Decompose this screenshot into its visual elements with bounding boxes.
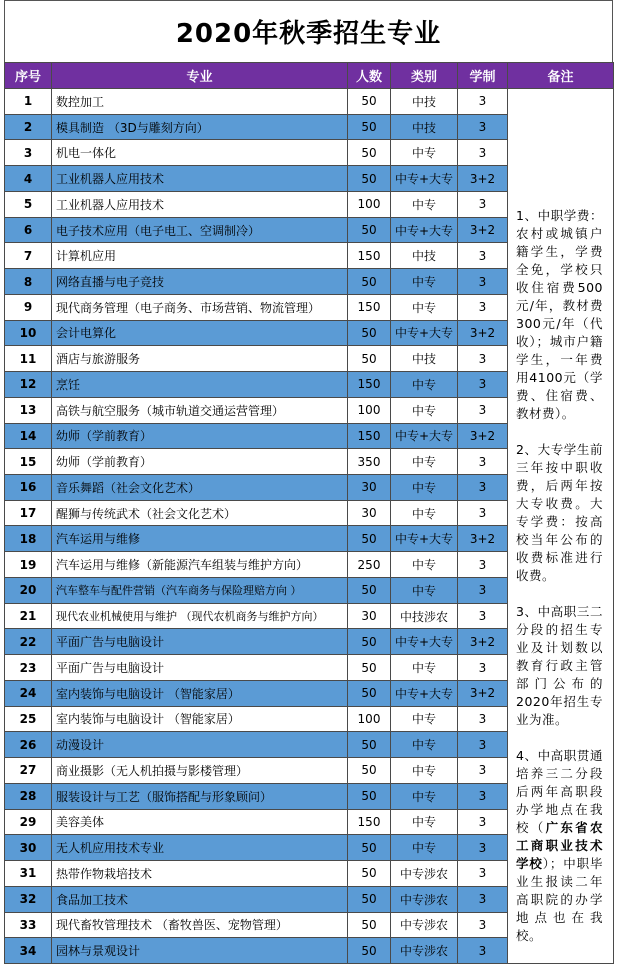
cell-index: 25 xyxy=(5,706,52,732)
cell-duration: 3 xyxy=(458,758,508,784)
cell-duration: 3 xyxy=(458,475,508,501)
cell-count: 50 xyxy=(348,269,391,295)
cell-category: 中专 xyxy=(391,191,458,217)
cell-major: 电子技术应用（电子电工、空调制冷） xyxy=(52,217,348,243)
cell-category: 中专 xyxy=(391,475,458,501)
cell-major: 现代畜牧管理技术 （畜牧兽医、宠物管理） xyxy=(52,912,348,938)
cell-major: 无人机应用技术专业 xyxy=(52,835,348,861)
cell-category: 中技 xyxy=(391,243,458,269)
cell-index: 6 xyxy=(5,217,52,243)
cell-major: 现代农业机械使用与维护 （现代农机商务与维护方向） xyxy=(52,603,348,629)
cell-count: 50 xyxy=(348,217,391,243)
cell-duration: 3 xyxy=(458,886,508,912)
cell-duration: 3+2 xyxy=(458,526,508,552)
cell-index: 21 xyxy=(5,603,52,629)
cell-index: 27 xyxy=(5,758,52,784)
cell-category: 中专 xyxy=(391,140,458,166)
cell-index: 32 xyxy=(5,886,52,912)
cell-index: 5 xyxy=(5,191,52,217)
cell-category: 中专 xyxy=(391,655,458,681)
cell-major: 园林与景观设计 xyxy=(52,938,348,964)
cell-count: 50 xyxy=(348,320,391,346)
cell-count: 50 xyxy=(348,655,391,681)
cell-index: 9 xyxy=(5,294,52,320)
cell-index: 10 xyxy=(5,320,52,346)
cell-index: 24 xyxy=(5,680,52,706)
cell-major: 网络直播与电子竞技 xyxy=(52,269,348,295)
note-4-school-name: 广东省农工商职业技术学校 xyxy=(516,820,603,871)
cell-category: 中专 xyxy=(391,577,458,603)
cell-index: 30 xyxy=(5,835,52,861)
header-duration: 学制 xyxy=(458,63,508,89)
cell-index: 29 xyxy=(5,809,52,835)
note-4 xyxy=(516,747,603,945)
cell-index: 33 xyxy=(5,912,52,938)
cell-count: 150 xyxy=(348,294,391,320)
cell-duration: 3+2 xyxy=(458,629,508,655)
cell-category: 中技 xyxy=(391,114,458,140)
cell-count: 30 xyxy=(348,603,391,629)
note-3: 3、中高职三二分段的招生专业及计划数以教育行政主管部门公布的2020年招生专业为准。 xyxy=(516,604,603,727)
cell-category: 中专+大专 xyxy=(391,526,458,552)
cell-count: 50 xyxy=(348,680,391,706)
cell-duration: 3 xyxy=(458,938,508,964)
cell-duration: 3 xyxy=(458,577,508,603)
cell-major: 工业机器人应用技术 xyxy=(52,191,348,217)
table-row xyxy=(5,89,614,115)
cell-category: 中技涉农 xyxy=(391,603,458,629)
cell-duration: 3 xyxy=(458,861,508,887)
majors-table xyxy=(4,62,614,964)
cell-major: 热带作物栽培技术 xyxy=(52,861,348,887)
cell-count: 50 xyxy=(348,346,391,372)
cell-count: 150 xyxy=(348,423,391,449)
cell-index: 15 xyxy=(5,449,52,475)
cell-category: 中专 xyxy=(391,732,458,758)
cell-duration: 3 xyxy=(458,603,508,629)
cell-duration: 3 xyxy=(458,114,508,140)
cell-major: 室内装饰与电脑设计 （智能家居） xyxy=(52,706,348,732)
cell-major: 幼师（学前教育） xyxy=(52,449,348,475)
cell-duration: 3 xyxy=(458,552,508,578)
enrollment-sheet xyxy=(4,0,613,959)
cell-duration: 3 xyxy=(458,191,508,217)
cell-major: 模具制造 （3D与雕刻方向） xyxy=(52,114,348,140)
header-index: 序号 xyxy=(5,63,52,89)
cell-duration: 3 xyxy=(458,89,508,115)
cell-category: 中技 xyxy=(391,346,458,372)
cell-category: 中专 xyxy=(391,783,458,809)
cell-category: 中专 xyxy=(391,449,458,475)
cell-duration: 3 xyxy=(458,294,508,320)
cell-category: 中专涉农 xyxy=(391,938,458,964)
cell-duration: 3 xyxy=(458,706,508,732)
cell-major: 汽车整车与配件营销（汽车商务与保险理赔方向 ） xyxy=(52,577,348,603)
cell-duration: 3 xyxy=(458,269,508,295)
cell-category: 中专涉农 xyxy=(391,912,458,938)
cell-category: 中专 xyxy=(391,835,458,861)
cell-duration: 3 xyxy=(458,243,508,269)
cell-count: 250 xyxy=(348,552,391,578)
cell-major: 汽车运用与维修 xyxy=(52,526,348,552)
cell-count: 150 xyxy=(348,809,391,835)
cell-count: 150 xyxy=(348,243,391,269)
cell-count: 50 xyxy=(348,783,391,809)
cell-index: 14 xyxy=(5,423,52,449)
cell-category: 中专 xyxy=(391,706,458,732)
cell-category: 中专+大专 xyxy=(391,166,458,192)
cell-index: 13 xyxy=(5,397,52,423)
cell-category: 中专 xyxy=(391,294,458,320)
header-count: 人数 xyxy=(348,63,391,89)
cell-category: 中专 xyxy=(391,397,458,423)
note-4-text-a: 4、中高职贯通培养三二分段后两年高职段办学地点在我校（ xyxy=(516,748,603,835)
cell-count: 100 xyxy=(348,397,391,423)
cell-count: 100 xyxy=(348,706,391,732)
cell-major: 平面广告与电脑设计 xyxy=(52,629,348,655)
cell-count: 50 xyxy=(348,886,391,912)
cell-major: 幼师（学前教育） xyxy=(52,423,348,449)
cell-duration: 3 xyxy=(458,449,508,475)
cell-count: 50 xyxy=(348,89,391,115)
notes-cell xyxy=(508,89,614,964)
cell-duration: 3 xyxy=(458,655,508,681)
cell-index: 31 xyxy=(5,861,52,887)
note-4-text-c: ）；中职毕业生报读二年高职院的办学地点也在我校。 xyxy=(516,856,603,943)
cell-index: 11 xyxy=(5,346,52,372)
cell-count: 50 xyxy=(348,912,391,938)
cell-count: 50 xyxy=(348,732,391,758)
cell-major: 现代商务管理（电子商务、市场营销、物流管理） xyxy=(52,294,348,320)
cell-duration: 3 xyxy=(458,732,508,758)
cell-duration: 3+2 xyxy=(458,166,508,192)
cell-major: 机电一体化 xyxy=(52,140,348,166)
cell-duration: 3 xyxy=(458,809,508,835)
cell-category: 中专 xyxy=(391,809,458,835)
cell-index: 18 xyxy=(5,526,52,552)
cell-major: 醒狮与传统武术（社会文化艺术） xyxy=(52,500,348,526)
cell-major: 动漫设计 xyxy=(52,732,348,758)
cell-count: 100 xyxy=(348,191,391,217)
cell-major: 食品加工技术 xyxy=(52,886,348,912)
note-2: 2、大专学生前三年按中职收费，后两年按大专收费。大专学费：按高校当年公布的收费标准进行收费。 xyxy=(516,442,603,583)
cell-category: 中专 xyxy=(391,500,458,526)
cell-index: 1 xyxy=(5,89,52,115)
cell-count: 350 xyxy=(348,449,391,475)
cell-major: 数控加工 xyxy=(52,89,348,115)
cell-count: 30 xyxy=(348,500,391,526)
cell-duration: 3+2 xyxy=(458,680,508,706)
title-bar xyxy=(4,0,613,62)
cell-index: 22 xyxy=(5,629,52,655)
cell-duration: 3+2 xyxy=(458,217,508,243)
cell-count: 50 xyxy=(348,835,391,861)
cell-category: 中专+大专 xyxy=(391,629,458,655)
cell-index: 20 xyxy=(5,577,52,603)
cell-count: 50 xyxy=(348,526,391,552)
cell-index: 12 xyxy=(5,372,52,398)
cell-duration: 3 xyxy=(458,835,508,861)
cell-major: 音乐舞蹈（社会文化艺术） xyxy=(52,475,348,501)
cell-major: 汽车运用与维修（新能源汽车组装与维护方向） xyxy=(52,552,348,578)
cell-index: 8 xyxy=(5,269,52,295)
cell-major: 平面广告与电脑设计 xyxy=(52,655,348,681)
cell-index: 7 xyxy=(5,243,52,269)
cell-major: 商业摄影（无人机拍摄与影楼管理） xyxy=(52,758,348,784)
header-row xyxy=(5,63,614,89)
cell-major: 烹饪 xyxy=(52,372,348,398)
cell-index: 28 xyxy=(5,783,52,809)
cell-count: 50 xyxy=(348,758,391,784)
cell-index: 19 xyxy=(5,552,52,578)
cell-category: 中专涉农 xyxy=(391,886,458,912)
cell-index: 2 xyxy=(5,114,52,140)
cell-category: 中专+大专 xyxy=(391,320,458,346)
cell-major: 美容美体 xyxy=(52,809,348,835)
cell-duration: 3 xyxy=(458,140,508,166)
cell-count: 50 xyxy=(348,114,391,140)
cell-category: 中专 xyxy=(391,372,458,398)
cell-major: 会计电算化 xyxy=(52,320,348,346)
note-1: 1、中职学费：农村或城镇户籍学生，学费全免，学校只收住宿费500元/年，教材费300元/年（代收）；城市户籍学生，一年费用4100元（学费、住宿费、教材费）。 xyxy=(516,208,603,421)
cell-duration: 3 xyxy=(458,912,508,938)
cell-count: 50 xyxy=(348,938,391,964)
cell-category: 中专涉农 xyxy=(391,861,458,887)
cell-count: 50 xyxy=(348,861,391,887)
cell-index: 23 xyxy=(5,655,52,681)
cell-major: 酒店与旅游服务 xyxy=(52,346,348,372)
cell-category: 中专+大专 xyxy=(391,217,458,243)
cell-category: 中专 xyxy=(391,758,458,784)
cell-index: 3 xyxy=(5,140,52,166)
cell-duration: 3+2 xyxy=(458,320,508,346)
cell-category: 中专+大专 xyxy=(391,423,458,449)
cell-count: 30 xyxy=(348,475,391,501)
cell-duration: 3 xyxy=(458,372,508,398)
header-category: 类别 xyxy=(391,63,458,89)
cell-major: 室内装饰与电脑设计 （智能家居） xyxy=(52,680,348,706)
cell-major: 工业机器人应用技术 xyxy=(52,166,348,192)
cell-index: 26 xyxy=(5,732,52,758)
page-title: 2020年秋季招生专业 xyxy=(175,19,442,49)
cell-duration: 3 xyxy=(458,500,508,526)
cell-duration: 3 xyxy=(458,397,508,423)
cell-index: 16 xyxy=(5,475,52,501)
cell-duration: 3 xyxy=(458,346,508,372)
cell-major: 服装设计与工艺（服饰搭配与形象顾问） xyxy=(52,783,348,809)
cell-category: 中技 xyxy=(391,89,458,115)
cell-category: 中专 xyxy=(391,552,458,578)
cell-category: 中专+大专 xyxy=(391,680,458,706)
cell-count: 150 xyxy=(348,372,391,398)
cell-major: 计算机应用 xyxy=(52,243,348,269)
cell-index: 4 xyxy=(5,166,52,192)
cell-major: 高铁与航空服务（城市轨道交通运营管理） xyxy=(52,397,348,423)
cell-count: 50 xyxy=(348,577,391,603)
cell-count: 50 xyxy=(348,140,391,166)
cell-duration: 3+2 xyxy=(458,423,508,449)
cell-index: 34 xyxy=(5,938,52,964)
header-notes: 备注 xyxy=(508,63,614,89)
cell-duration: 3 xyxy=(458,783,508,809)
header-major: 专业 xyxy=(52,63,348,89)
cell-category: 中专 xyxy=(391,269,458,295)
cell-index: 17 xyxy=(5,500,52,526)
cell-count: 50 xyxy=(348,166,391,192)
cell-count: 50 xyxy=(348,629,391,655)
